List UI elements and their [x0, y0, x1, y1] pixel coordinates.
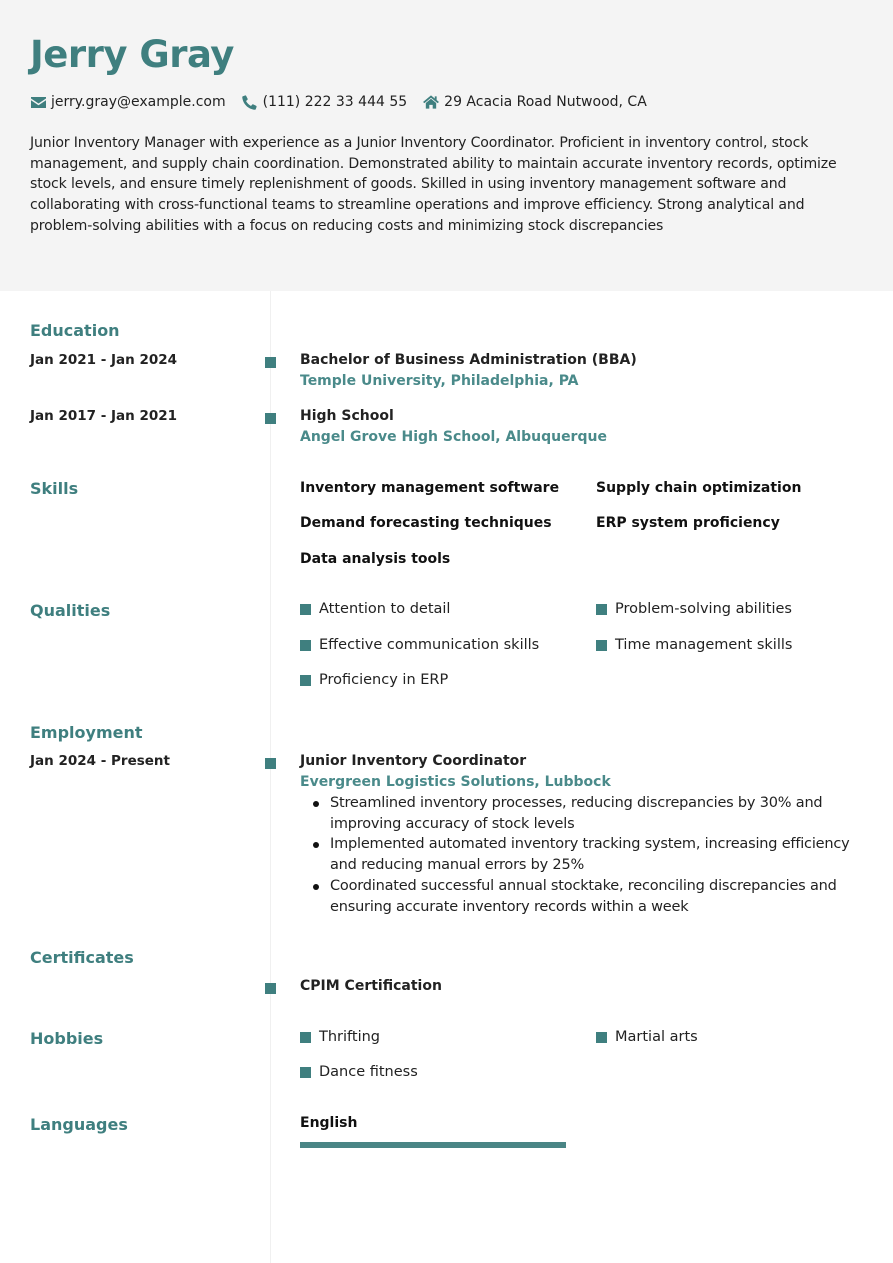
section-title-employment: Employment — [30, 723, 143, 742]
contact-address — [423, 94, 647, 110]
quality-item — [596, 637, 792, 653]
resume-header — [0, 0, 893, 291]
skill-item: Demand forecasting techniques — [300, 515, 552, 531]
education-degree: High School — [300, 408, 394, 424]
square-bullet-icon — [300, 1067, 311, 1078]
contact-email[interactable] — [30, 94, 226, 110]
quality-label: Proficiency in ERP — [319, 672, 449, 688]
hobby-item — [300, 1064, 418, 1080]
education-school: Temple University, Philadelphia, PA — [300, 373, 579, 389]
quality-item — [596, 601, 792, 617]
professional-summary: Junior Inventory Manager with experience as a Junior Inventory Coordinator. Proficient in inventory control, stock management, and supply chain coordination. Demonstrated ability to maintain accurate inventory records, optimize stock levels, and ensure timely replenishment of goods. Skilled in using inventory management software and collaborating with cross-functional teams to streamline operations and improve efficiency. Strong analytical and problem-solving abilities with a focus on reducing costs and minimizing stock discrepancies — [30, 135, 837, 234]
achievement-item: Coordinated successful annual stocktake, reconciling discrepancies and ensuring accurate inventory records within a week — [300, 876, 860, 917]
achievement-item: Streamlined inventory processes, reducing discrepancies by 30% and improving accuracy of stock levels — [300, 793, 860, 834]
square-bullet-icon — [596, 604, 607, 615]
timeline-marker — [265, 357, 276, 368]
contact-row — [30, 90, 863, 114]
education-date: Jan 2021 - Jan 2024 — [30, 352, 178, 368]
employment-position: Junior Inventory Coordinator — [300, 753, 527, 769]
quality-label: Attention to detail — [319, 601, 451, 617]
skill-item: Data analysis tools — [300, 551, 451, 567]
square-bullet-icon — [300, 675, 311, 686]
email-text[interactable]: jerry.gray@example.com — [51, 94, 226, 110]
section-title-hobbies: Hobbies — [30, 1029, 104, 1048]
timeline-marker — [265, 983, 276, 994]
section-title-languages: Languages — [30, 1115, 128, 1134]
square-bullet-icon — [300, 604, 311, 615]
section-title-certificates: Certificates — [30, 948, 134, 967]
language-level-bar — [300, 1142, 566, 1148]
envelope-icon — [30, 95, 46, 109]
phone-text[interactable]: (111) 222 33 444 55 — [262, 94, 408, 110]
square-bullet-icon — [300, 1032, 311, 1043]
phone-icon — [242, 95, 258, 109]
employment-achievements — [300, 793, 860, 917]
section-title-qualities: Qualities — [30, 601, 111, 620]
timeline-marker — [265, 758, 276, 769]
address-text: 29 Acacia Road Nutwood, CA — [444, 94, 647, 110]
hobby-item — [300, 1029, 380, 1045]
quality-item — [300, 672, 448, 688]
quality-item — [300, 637, 539, 653]
skill-item: Supply chain optimization — [596, 480, 802, 496]
square-bullet-icon — [300, 640, 311, 651]
quality-item — [300, 601, 450, 617]
hobby-label: Thrifting — [319, 1029, 380, 1045]
education-degree: Bachelor of Business Administration (BBA) — [300, 352, 637, 368]
skill-item: ERP system proficiency — [596, 515, 780, 531]
education-date: Jan 2017 - Jan 2021 — [30, 408, 178, 424]
hobby-label: Dance fitness — [319, 1064, 418, 1080]
square-bullet-icon — [596, 1032, 607, 1043]
timeline-marker — [265, 413, 276, 424]
home-icon — [423, 95, 439, 109]
certificate-name: CPIM Certification — [300, 978, 442, 994]
column-divider — [270, 291, 271, 1263]
quality-label: Problem-solving abilities — [615, 601, 792, 617]
square-bullet-icon — [596, 640, 607, 651]
skill-item: Inventory management software — [300, 480, 560, 496]
education-school: Angel Grove High School, Albuquerque — [300, 429, 607, 445]
achievement-item: Implemented automated inventory tracking system, increasing efficiency and reducing manual errors by 25% — [300, 834, 860, 875]
language-name: English — [300, 1115, 358, 1131]
employment-company: Evergreen Logistics Solutions, Lubbock — [300, 774, 611, 790]
quality-label: Effective communication skills — [319, 637, 540, 653]
contact-phone[interactable] — [242, 94, 408, 110]
hobby-label: Martial arts — [615, 1029, 698, 1045]
candidate-name: Jerry Gray — [30, 33, 234, 76]
quality-label: Time management skills — [615, 637, 793, 653]
employment-date: Jan 2024 - Present — [30, 753, 170, 769]
section-title-skills: Skills — [30, 479, 79, 498]
section-title-education: Education — [30, 321, 120, 340]
hobby-item — [596, 1029, 698, 1045]
language-level-fill — [300, 1142, 566, 1148]
